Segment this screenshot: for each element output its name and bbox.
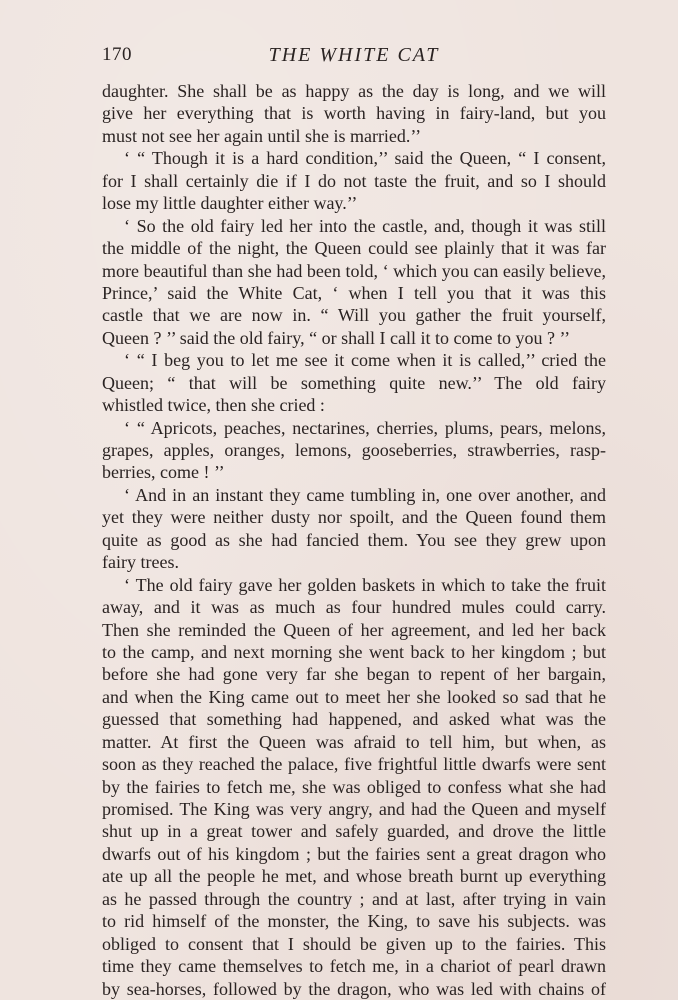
text-line: ate up all the people he met, and whose breath burnt up everything bbox=[102, 866, 606, 887]
text-line: obliged to consent that I should be given up to the fairies. This bbox=[102, 933, 606, 954]
text-line: Queen; “ that will be something quite new.’’ The old fairy bbox=[102, 372, 606, 393]
text-line: Then she reminded the Queen of her agreement, and led her back bbox=[102, 619, 606, 640]
text-line: away, and it was as much as four hundred mules could carry. bbox=[102, 597, 606, 618]
text-line: before she had gone very far she began to repent of her bargain, bbox=[102, 664, 606, 685]
text-line: by sea-horses, followed by the dragon, who was led with chains of bbox=[102, 978, 606, 999]
text-line: grapes, apples, oranges, lemons, gooseberries, strawberries, rasp- bbox=[102, 440, 606, 460]
body-text bbox=[102, 80, 606, 1000]
text-line: and when the King came out to meet her she looked so sad that he bbox=[102, 686, 606, 707]
text-line: quite as good as she had fancied them. You see they grew upon bbox=[102, 529, 606, 550]
text-line: Prince,’ said the White Cat, ‘ when I tell you that it was this bbox=[102, 282, 606, 303]
text-line: ‘ So the old fairy led her into the castle, and, though it was still bbox=[124, 215, 606, 236]
text-line: ‘ “ Though it is a hard condition,’’ said the Queen, “ I consent, bbox=[124, 148, 606, 169]
text-line: to rid himself of the monster, the King, to save his subjects. was bbox=[102, 911, 606, 932]
text-line: guessed that something had happened, and asked what was the bbox=[102, 709, 606, 730]
text-line: by the fairies to fetch me, she was obliged to confess what she had bbox=[102, 776, 606, 797]
text-line: lose my little daughter either way.’’ bbox=[102, 193, 358, 214]
page-header bbox=[102, 44, 606, 72]
text-line: matter. At first the Queen was afraid to tell him, but when, as bbox=[102, 731, 606, 752]
text-line: whistled twice, then she cried : bbox=[102, 395, 325, 416]
text-line: yet they were neither dusty nor spoilt, and the Queen found them bbox=[102, 507, 606, 528]
running-title: THE WHITE CAT bbox=[268, 44, 440, 66]
text-line: as he passed through the country ; and at last, after trying in vain bbox=[102, 888, 606, 909]
text-line: must not see her again until she is married.’’ bbox=[102, 125, 422, 146]
text-line: ‘ “ I beg you to let me see it come when it is called,’’ cried the bbox=[124, 350, 606, 371]
text-line: time they came themselves to fetch me, in a chariot of pearl drawn bbox=[102, 956, 606, 977]
text-line: fairy trees. bbox=[102, 552, 179, 573]
text-line: shut up in a great tower and safely guarded, and drove the little bbox=[102, 821, 606, 842]
text-line: Queen ? ’’ said the old fairy, “ or shall I call it to come to you ? ’’ bbox=[102, 327, 571, 348]
text-line: to the camp, and next morning she went back to her kingdom ; but bbox=[102, 641, 606, 662]
text-line: give her everything that is worth having in fairy-land, but you bbox=[102, 103, 606, 124]
text-line: dwarfs out of his kingdom ; but the fairies sent a great dragon who bbox=[102, 843, 606, 864]
page-number: 170 bbox=[102, 44, 132, 65]
text-line: soon as they reached the palace, five frightful little dwarfs were sent bbox=[102, 754, 606, 775]
text-line: castle that we are now in. “ Will you gather the fruit yourself, bbox=[102, 305, 606, 326]
text-line: ‘ “ Apricots, peaches, nectarines, cherries, plums, pears, melons, bbox=[124, 417, 606, 438]
text-line: the middle of the night, the Queen could see plainly that it was far bbox=[102, 238, 606, 259]
text-line: for I shall certainly die if I do not taste the fruit, and so I should bbox=[102, 170, 606, 191]
text-line: ‘ The old fairy gave her golden baskets in which to take the fruit bbox=[124, 574, 606, 595]
text-line: ‘ And in an instant they came tumbling in, one over another, and bbox=[124, 484, 606, 505]
text-line: daughter. She shall be as happy as the day is long, and we will bbox=[102, 81, 606, 101]
text-line: more beautiful than she had been told, ‘ which you can easily believe, bbox=[102, 260, 606, 281]
text-line: promised. The King was very angry, and had the Queen and myself bbox=[102, 799, 606, 819]
text-line: berries, come ! ’’ bbox=[102, 462, 225, 483]
